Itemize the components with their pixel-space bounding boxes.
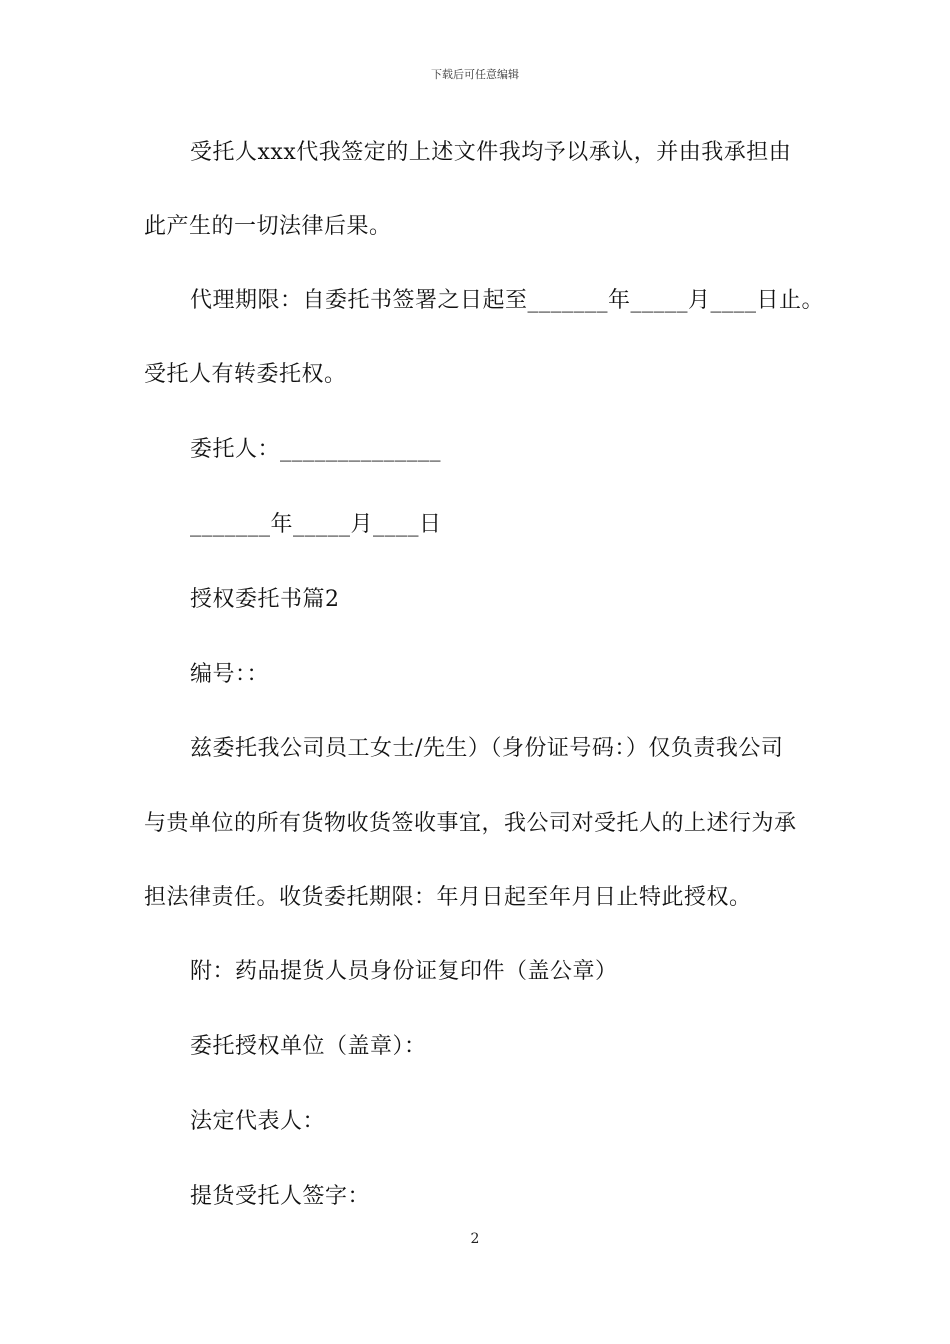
paragraph-line: 与贵单位的所有货物收货签收事宜，我公司对受托人的上述行为承 <box>144 811 797 836</box>
delegator-line: 委托人：______________ <box>190 437 442 462</box>
section-title: 授权委托书篇2 <box>190 587 340 612</box>
number-line: 编号：： <box>190 662 270 687</box>
signature-line: 提货受托人签字： <box>190 1184 371 1209</box>
paragraph-line: 受托人xxx代我签定的上述文件我均予以承认，并由我承担由 <box>190 140 792 165</box>
page-number: 2 <box>470 1231 480 1247</box>
paragraph-line: 受托人有转委托权。 <box>144 362 347 387</box>
paragraph-line: 兹委托我公司员工女士/先生）（身份证号码：）仅负责我公司 <box>190 736 784 761</box>
page-header-note: 下载后可任意编辑 <box>431 68 519 81</box>
attachment-line: 附：药品提货人员身份证复印件（盖公章） <box>190 959 618 984</box>
paragraph-line: 担法律责任。收货委托期限：年月日起至年月日止特此授权。 <box>144 885 752 910</box>
unit-seal-line: 委托授权单位（盖章）： <box>190 1034 427 1059</box>
paragraph-line: 代理期限：自委托书签署之日起至_______年_____月____日止。 <box>190 288 825 313</box>
date-line: _______年_____月____日 <box>190 512 442 537</box>
paragraph-line: 此产生的一切法律后果。 <box>144 214 392 239</box>
legal-rep-line: 法定代表人： <box>190 1109 326 1134</box>
